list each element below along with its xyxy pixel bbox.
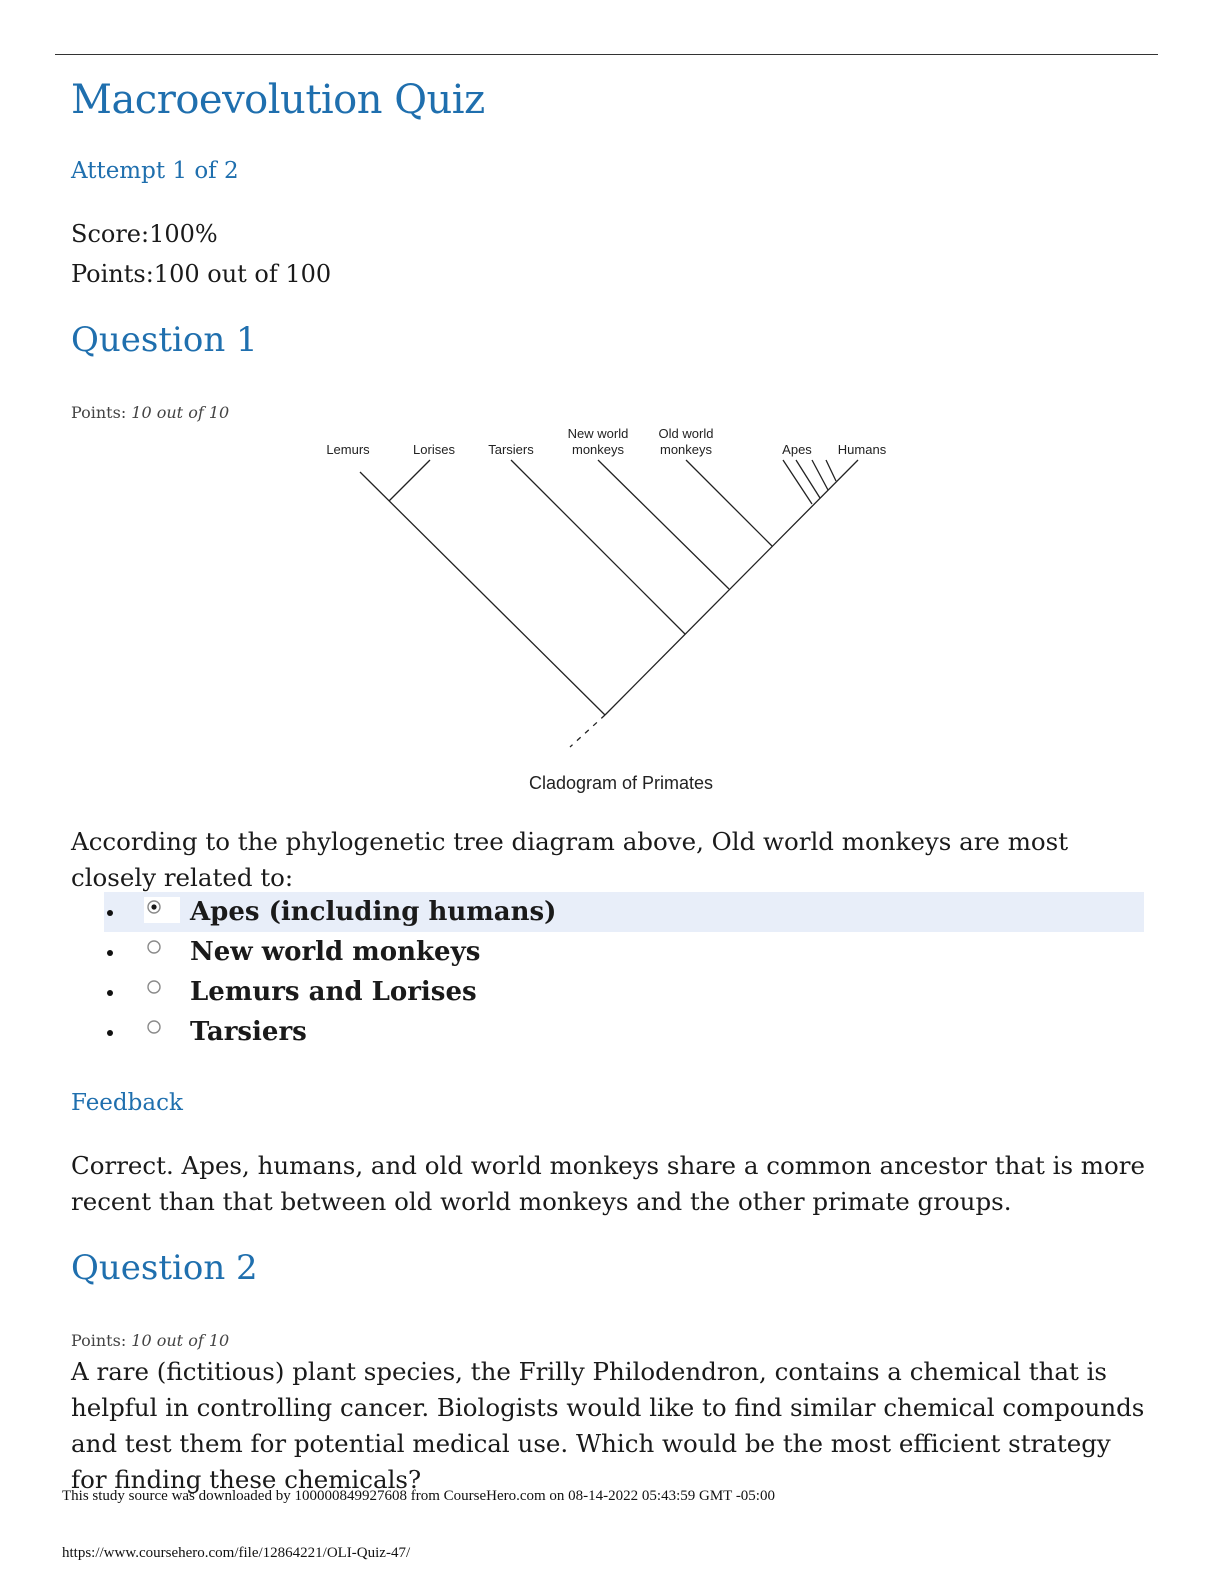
label-humans: Humans bbox=[837, 442, 887, 457]
bullet bbox=[107, 990, 113, 996]
option-label: Apes (including humans) bbox=[190, 897, 557, 927]
bullet bbox=[107, 910, 113, 916]
label-old-world-1: Old world bbox=[658, 426, 714, 441]
points-text: Points:100 out of 100 bbox=[71, 260, 332, 288]
root-stub bbox=[570, 715, 605, 747]
option-label: New world monkeys bbox=[190, 937, 481, 967]
attempt-indicator: Attempt 1 of 2 bbox=[71, 158, 239, 184]
score-text: Score:100% bbox=[71, 220, 218, 248]
label-apes: Apes bbox=[782, 442, 812, 457]
answer-option-1[interactable] bbox=[104, 892, 1144, 932]
points-value: 10 out of 10 bbox=[131, 1331, 230, 1350]
points-value: 10 out of 10 bbox=[131, 403, 230, 422]
label-lorises: Lorises bbox=[413, 442, 455, 457]
branch-new-world bbox=[598, 460, 729, 589]
question-2-text: A rare (fictitious) plant species, the Frilly Philodendron, contains a chemical that is helpful in controlling cancer. Biologists would like to find similar chemical compounds and test them for potential medical use. Which would be the most efficient strategy for finding these chemicals? bbox=[71, 1357, 1145, 1494]
branch-old-world bbox=[686, 460, 772, 546]
cladogram-figure bbox=[300, 415, 940, 805]
question-1-heading: Question 1 bbox=[71, 320, 258, 360]
answer-options bbox=[104, 892, 1144, 1052]
feedback-heading: Feedback bbox=[71, 1090, 183, 1116]
points-label: Points: bbox=[71, 403, 127, 422]
branch-lorises bbox=[389, 460, 430, 501]
branch-lemurs bbox=[360, 472, 605, 715]
branch-backbone bbox=[605, 460, 858, 715]
answer-option-2[interactable] bbox=[104, 932, 1144, 972]
label-old-world-2: monkeys bbox=[659, 442, 713, 457]
question-2-heading: Question 2 bbox=[71, 1248, 258, 1288]
branch-ape-3 bbox=[812, 460, 828, 490]
radio-icon[interactable] bbox=[144, 977, 180, 1003]
answer-option-3[interactable] bbox=[104, 972, 1144, 1012]
branch-tarsiers bbox=[511, 460, 685, 634]
question-2-points bbox=[71, 1330, 229, 1352]
question-1-text: According to the phylogenetic tree diagram above, Old world monkeys are most closely related to: bbox=[71, 827, 1069, 892]
top-divider bbox=[55, 54, 1158, 55]
label-new-world-2: monkeys bbox=[571, 442, 625, 457]
radio-icon[interactable] bbox=[144, 937, 180, 963]
branch-ape-4 bbox=[826, 460, 836, 481]
bullet bbox=[107, 1030, 113, 1036]
branch-ape-1 bbox=[783, 460, 812, 504]
feedback-text: Correct. Apes, humans, and old world monkeys share a common ancestor that is more recent than that between old world monkeys and the other primate groups. bbox=[71, 1151, 1146, 1216]
bullet bbox=[107, 950, 113, 956]
quiz-title: Macroevolution Quiz bbox=[71, 77, 485, 123]
footer-source-note: This study source was downloaded by 100000849927608 from CourseHero.com on 08-14-2022 05:43:59 GMT -05:00 bbox=[62, 1488, 775, 1504]
points-label: Points: bbox=[71, 1331, 127, 1350]
label-new-world-1: New world bbox=[567, 426, 629, 441]
option-label: Tarsiers bbox=[190, 1017, 307, 1047]
option-label: Lemurs and Lorises bbox=[190, 977, 477, 1007]
radio-icon[interactable] bbox=[144, 1017, 180, 1043]
answer-option-4[interactable] bbox=[104, 1012, 1144, 1052]
label-tarsiers: Tarsiers bbox=[488, 442, 534, 457]
footer-url-link[interactable]: https://www.coursehero.com/file/12864221/OLI-Quiz-47/ bbox=[62, 1545, 411, 1561]
label-lemurs: Lemurs bbox=[326, 442, 370, 457]
cladogram-caption: Cladogram of Primates bbox=[528, 773, 714, 793]
branch-ape-2 bbox=[796, 460, 820, 498]
radio-selected-icon[interactable] bbox=[144, 897, 180, 923]
question-1-points bbox=[71, 402, 229, 424]
